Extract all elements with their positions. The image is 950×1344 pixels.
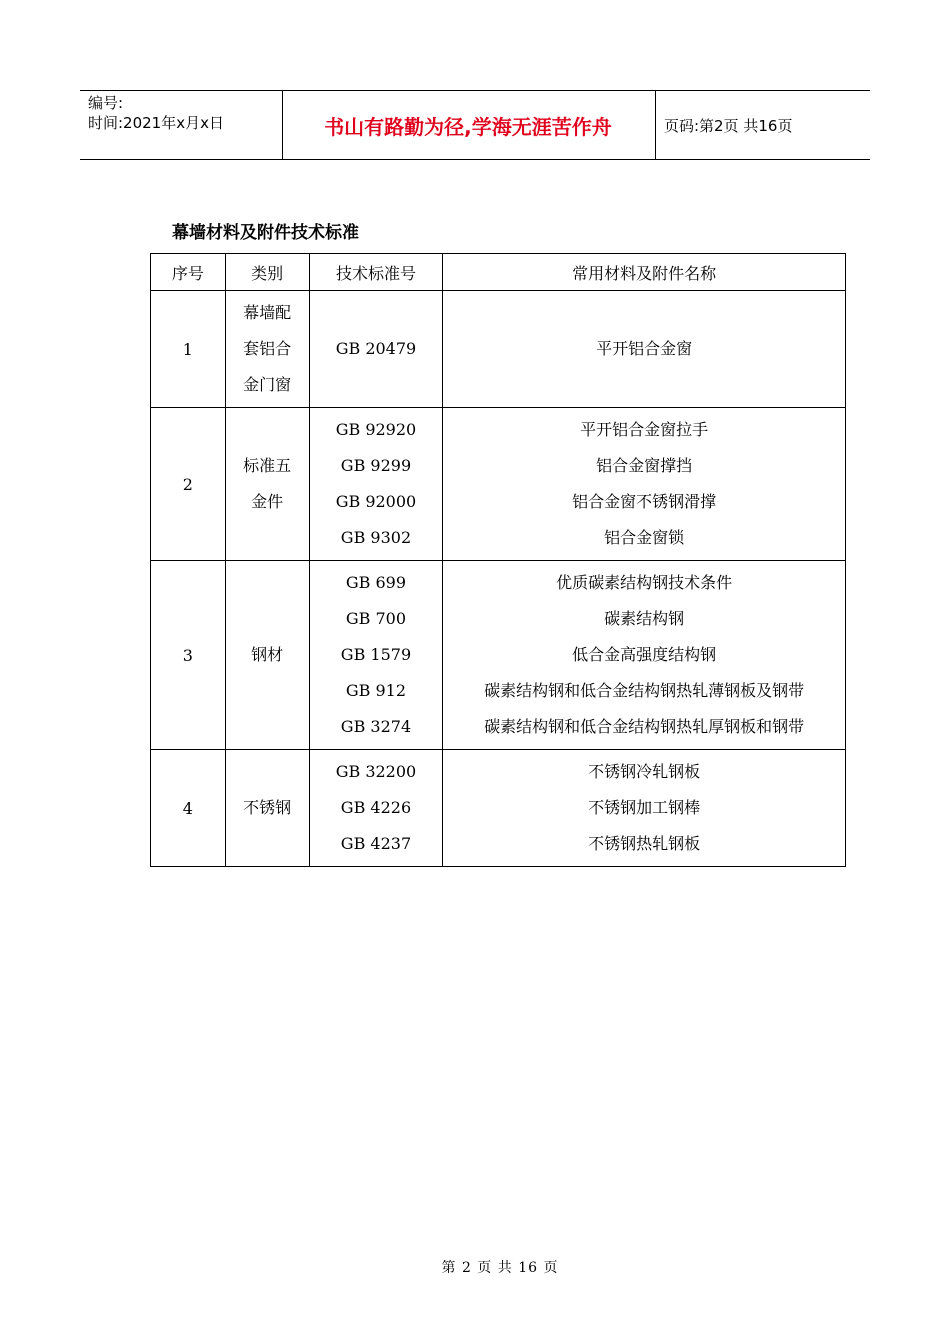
standard-cell [309, 750, 443, 867]
category-cell-line: 幕墙配 [243, 303, 292, 322]
page-header [80, 90, 870, 160]
category-cell-line: 金件 [251, 492, 284, 511]
material-name-cell [443, 750, 846, 867]
standard-cell [309, 561, 443, 750]
category-cell-line: 套铝合 [243, 339, 292, 358]
category-cell [225, 561, 309, 750]
table-body [151, 291, 846, 867]
material-name-cell-line: 铝合金窗撑挡 [596, 456, 693, 475]
column-header-category: 类别 [225, 254, 309, 291]
material-name-cell-line: 平开铝合金窗 [596, 339, 693, 358]
header-motto: 书山有路勤为径,学海无涯苦作舟 [324, 114, 612, 139]
category-cell-line: 金门窗 [243, 375, 292, 394]
material-name-cell-line: 平开铝合金窗拉手 [580, 420, 709, 439]
category-cell-line: 不锈钢 [243, 798, 292, 817]
document-title: 幕墙材料及附件技术标准 [172, 223, 359, 243]
category-cell [225, 291, 309, 408]
table-row [151, 750, 846, 867]
number-label: 编号: [88, 94, 124, 112]
material-name-cell-line: 不锈钢热轧钢板 [588, 834, 701, 853]
material-name-cell-line: 优质碳素结构钢技术条件 [556, 573, 733, 592]
category-cell-line: 钢材 [251, 645, 284, 664]
material-name-cell-line: 碳素结构钢和低合金结构钢热轧薄钢板及钢带 [484, 681, 805, 700]
row-number-cell: 1 [151, 291, 226, 408]
material-name-cell [443, 291, 846, 408]
material-name-cell-line: 不锈钢冷轧钢板 [588, 762, 701, 781]
material-name-cell-line: 铝合金窗锁 [604, 528, 685, 547]
standard-cell-line: GB 700 [345, 609, 407, 628]
table-row [151, 291, 846, 408]
column-header-name: 常用材料及附件名称 [443, 254, 846, 291]
column-header-no: 序号 [151, 254, 226, 291]
row-number-cell: 3 [151, 561, 226, 750]
category-cell [225, 408, 309, 561]
header-divider [655, 91, 656, 159]
table-row [151, 408, 846, 561]
table-header-row [151, 254, 846, 291]
material-name-cell-line: 碳素结构钢 [604, 609, 685, 628]
material-name-cell-line: 碳素结构钢和低合金结构钢热轧厚钢板和钢带 [484, 717, 805, 736]
time-label: 时间:2021年x月x日 [88, 114, 224, 132]
material-name-cell-line: 低合金高强度结构钢 [572, 645, 717, 664]
standard-cell-line: GB 912 [345, 681, 407, 700]
standard-cell-line: GB 4226 [340, 798, 412, 817]
column-header-standard: 技术标准号 [309, 254, 443, 291]
standard-cell [309, 291, 443, 408]
material-name-cell-line: 不锈钢加工钢棒 [588, 798, 701, 817]
standard-cell [309, 408, 443, 561]
material-name-cell [443, 561, 846, 750]
standard-cell-line: GB 9299 [340, 456, 412, 475]
standard-cell-line: GB 20479 [335, 339, 417, 358]
row-number-cell: 4 [151, 750, 226, 867]
standard-cell-line: GB 32200 [335, 762, 417, 781]
category-cell-line: 标准五 [243, 456, 292, 475]
row-number-cell: 2 [151, 408, 226, 561]
header-page-info: 页码:第2页 共16页 [664, 116, 793, 135]
standard-cell-line: GB 4237 [340, 834, 412, 853]
header-meta [88, 93, 278, 133]
standard-cell-line: GB 1579 [340, 645, 412, 664]
standard-cell-line: GB 92000 [335, 492, 417, 511]
material-name-cell [443, 408, 846, 561]
material-name-cell-line: 铝合金窗不锈钢滑撑 [572, 492, 717, 511]
category-cell [225, 750, 309, 867]
standards-table [150, 253, 846, 867]
standard-cell-line: GB 92920 [335, 420, 417, 439]
standard-cell-line: GB 699 [345, 573, 407, 592]
page-footer: 第 2 页 共 16 页 [441, 1260, 559, 1276]
standard-cell-line: GB 3274 [340, 717, 412, 736]
standard-cell-line: GB 9302 [340, 528, 412, 547]
table-row [151, 561, 846, 750]
